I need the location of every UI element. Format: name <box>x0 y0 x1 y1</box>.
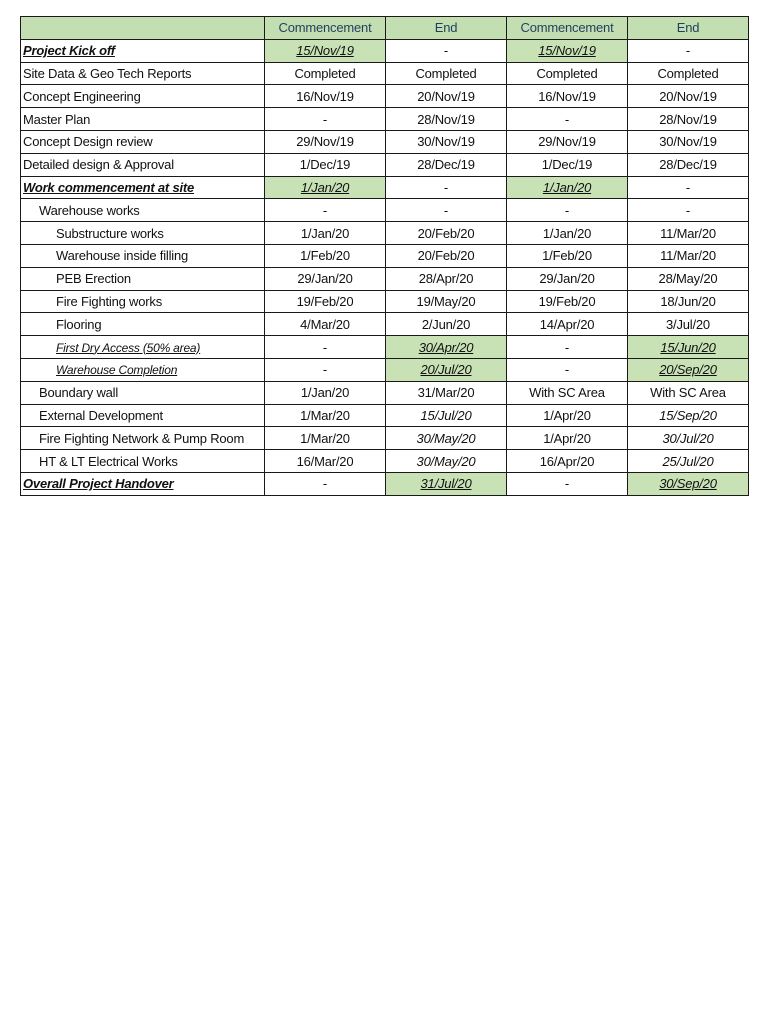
header-task-cell <box>21 17 265 40</box>
task-name-cell <box>21 267 265 290</box>
table-row <box>21 290 749 313</box>
table-row <box>21 313 749 336</box>
table-row <box>21 130 749 153</box>
planned-commencement-cell: - <box>265 472 386 495</box>
planned-end-cell: 30/May/20 <box>386 427 507 450</box>
task-name: Concept Engineering <box>23 88 141 104</box>
task-name-cell <box>21 244 265 267</box>
planned-commencement-cell: - <box>265 336 386 359</box>
revised-commencement-cell: 16/Apr/20 <box>507 450 628 473</box>
revised-commencement-cell: 16/Nov/19 <box>507 85 628 108</box>
revised-commencement-cell: 29/Jan/20 <box>507 267 628 290</box>
task-name: HT & LT Electrical Works <box>39 453 178 469</box>
planned-commencement-cell: 29/Jan/20 <box>265 267 386 290</box>
table-row <box>21 336 749 359</box>
planned-commencement-cell: 1/Mar/20 <box>265 427 386 450</box>
revised-commencement-cell: 1/Dec/19 <box>507 153 628 176</box>
planned-end-cell: 30/Nov/19 <box>386 130 507 153</box>
planned-commencement-cell: 19/Feb/20 <box>265 290 386 313</box>
revised-commencement-cell: 15/Nov/19 <box>507 39 628 62</box>
planned-end-cell: - <box>386 39 507 62</box>
task-name: Fire Fighting works <box>56 293 163 309</box>
planned-commencement-cell: - <box>265 358 386 381</box>
table-row <box>21 153 749 176</box>
task-name: External Development <box>39 407 163 423</box>
task-name: Fire Fighting Network & Pump Room <box>39 430 245 446</box>
task-name-cell <box>21 222 265 245</box>
task-name-cell <box>21 108 265 131</box>
planned-commencement-cell: 4/Mar/20 <box>265 313 386 336</box>
header-end-revised: End <box>628 17 749 40</box>
revised-commencement-cell: 19/Feb/20 <box>507 290 628 313</box>
table-row <box>21 62 749 85</box>
planned-commencement-cell: 1/Dec/19 <box>265 153 386 176</box>
revised-end-cell: 15/Jun/20 <box>628 336 749 359</box>
task-name: Overall Project Handover <box>23 476 174 492</box>
planned-end-cell: 20/Jul/20 <box>386 358 507 381</box>
task-name-cell <box>21 472 265 495</box>
task-name-cell <box>21 85 265 108</box>
planned-commencement-cell: 1/Mar/20 <box>265 404 386 427</box>
revised-commencement-cell: 1/Jan/20 <box>507 222 628 245</box>
header-row <box>21 17 749 40</box>
planned-end-cell: 31/Mar/20 <box>386 381 507 404</box>
planned-commencement-cell: 1/Jan/20 <box>265 381 386 404</box>
table-row <box>21 222 749 245</box>
planned-end-cell: 19/May/20 <box>386 290 507 313</box>
table-row <box>21 244 749 267</box>
table-row <box>21 472 749 495</box>
planned-end-cell: - <box>386 199 507 222</box>
revised-commencement-cell: 1/Apr/20 <box>507 427 628 450</box>
revised-commencement-cell: - <box>507 108 628 131</box>
planned-end-cell: 20/Feb/20 <box>386 222 507 245</box>
planned-commencement-cell: - <box>265 108 386 131</box>
revised-end-cell: 20/Nov/19 <box>628 85 749 108</box>
table-row <box>21 108 749 131</box>
task-name: Substructure works <box>56 225 164 241</box>
table-row <box>21 450 749 473</box>
task-name-cell <box>21 313 265 336</box>
revised-end-cell: - <box>628 199 749 222</box>
task-name-cell <box>21 62 265 85</box>
revised-end-cell: 18/Jun/20 <box>628 290 749 313</box>
revised-commencement-cell: 1/Jan/20 <box>507 176 628 199</box>
task-name-cell <box>21 176 265 199</box>
planned-end-cell: 28/Apr/20 <box>386 267 507 290</box>
planned-end-cell: Completed <box>386 62 507 85</box>
table-row <box>21 427 749 450</box>
table-row <box>21 85 749 108</box>
revised-commencement-cell: 1/Apr/20 <box>507 404 628 427</box>
revised-end-cell: Completed <box>628 62 749 85</box>
revised-commencement-cell: - <box>507 199 628 222</box>
planned-commencement-cell: 1/Jan/20 <box>265 222 386 245</box>
revised-end-cell: 28/Dec/19 <box>628 153 749 176</box>
task-name-cell <box>21 199 265 222</box>
table-row <box>21 381 749 404</box>
revised-end-cell: - <box>628 39 749 62</box>
revised-end-cell: 30/Jul/20 <box>628 427 749 450</box>
revised-end-cell: 25/Jul/20 <box>628 450 749 473</box>
revised-commencement-cell: 14/Apr/20 <box>507 313 628 336</box>
revised-end-cell: 30/Nov/19 <box>628 130 749 153</box>
task-name: Master Plan <box>23 111 91 127</box>
table-row <box>21 39 749 62</box>
planned-end-cell: 30/Apr/20 <box>386 336 507 359</box>
revised-commencement-cell: - <box>507 336 628 359</box>
task-name-cell <box>21 336 265 359</box>
task-name-cell <box>21 404 265 427</box>
revised-end-cell: 15/Sep/20 <box>628 404 749 427</box>
planned-commencement-cell: 16/Mar/20 <box>265 450 386 473</box>
revised-end-cell: 20/Sep/20 <box>628 358 749 381</box>
planned-end-cell: 28/Dec/19 <box>386 153 507 176</box>
table-row <box>21 358 749 381</box>
schedule-body <box>21 39 749 495</box>
revised-end-cell: 3/Jul/20 <box>628 313 749 336</box>
task-name: Concept Design review <box>23 134 153 150</box>
planned-commencement-cell: - <box>265 199 386 222</box>
header-end-planned: End <box>386 17 507 40</box>
revised-commencement-cell: With SC Area <box>507 381 628 404</box>
revised-commencement-cell: 29/Nov/19 <box>507 130 628 153</box>
planned-commencement-cell: Completed <box>265 62 386 85</box>
task-name: Site Data & Geo Tech Reports <box>23 65 192 81</box>
planned-commencement-cell: 1/Feb/20 <box>265 244 386 267</box>
task-name: Work commencement at site <box>23 179 195 195</box>
revised-end-cell: With SC Area <box>628 381 749 404</box>
planned-commencement-cell: 16/Nov/19 <box>265 85 386 108</box>
planned-end-cell: 20/Feb/20 <box>386 244 507 267</box>
planned-end-cell: 2/Jun/20 <box>386 313 507 336</box>
revised-commencement-cell: - <box>507 472 628 495</box>
revised-commencement-cell: Completed <box>507 62 628 85</box>
table-row <box>21 199 749 222</box>
revised-end-cell: - <box>628 176 749 199</box>
task-name-cell <box>21 358 265 381</box>
planned-end-cell: 30/May/20 <box>386 450 507 473</box>
task-name: Project Kick off <box>23 43 115 59</box>
revised-end-cell: 28/May/20 <box>628 267 749 290</box>
planned-end-cell: - <box>386 176 507 199</box>
task-name: Warehouse inside filling <box>56 248 189 264</box>
planned-end-cell: 20/Nov/19 <box>386 85 507 108</box>
planned-commencement-cell: 15/Nov/19 <box>265 39 386 62</box>
task-name: Detailed design & Approval <box>23 157 174 173</box>
task-name: Flooring <box>56 316 102 332</box>
task-name: Boundary wall <box>39 385 119 401</box>
table-row <box>21 267 749 290</box>
revised-commencement-cell: - <box>507 358 628 381</box>
task-name-cell <box>21 381 265 404</box>
task-name-cell <box>21 130 265 153</box>
header-commencement-planned: Commencement <box>265 17 386 40</box>
revised-end-cell: 28/Nov/19 <box>628 108 749 131</box>
task-name-cell <box>21 290 265 313</box>
header-commencement-revised: Commencement <box>507 17 628 40</box>
task-name-cell <box>21 153 265 176</box>
planned-end-cell: 28/Nov/19 <box>386 108 507 131</box>
task-name: First Dry Access (50% area) <box>56 340 201 355</box>
planned-end-cell: 31/Jul/20 <box>386 472 507 495</box>
revised-commencement-cell: 1/Feb/20 <box>507 244 628 267</box>
planned-end-cell: 15/Jul/20 <box>386 404 507 427</box>
task-name: Warehouse Completion <box>56 363 178 378</box>
planned-commencement-cell: 29/Nov/19 <box>265 130 386 153</box>
revised-end-cell: 30/Sep/20 <box>628 472 749 495</box>
table-row <box>21 404 749 427</box>
schedule-table <box>20 16 749 496</box>
task-name-cell <box>21 39 265 62</box>
revised-end-cell: 11/Mar/20 <box>628 222 749 245</box>
task-name: PEB Erection <box>56 271 131 287</box>
task-name-cell <box>21 427 265 450</box>
table-row <box>21 176 749 199</box>
planned-commencement-cell: 1/Jan/20 <box>265 176 386 199</box>
task-name-cell <box>21 450 265 473</box>
task-name: Warehouse works <box>39 202 140 218</box>
revised-end-cell: 11/Mar/20 <box>628 244 749 267</box>
